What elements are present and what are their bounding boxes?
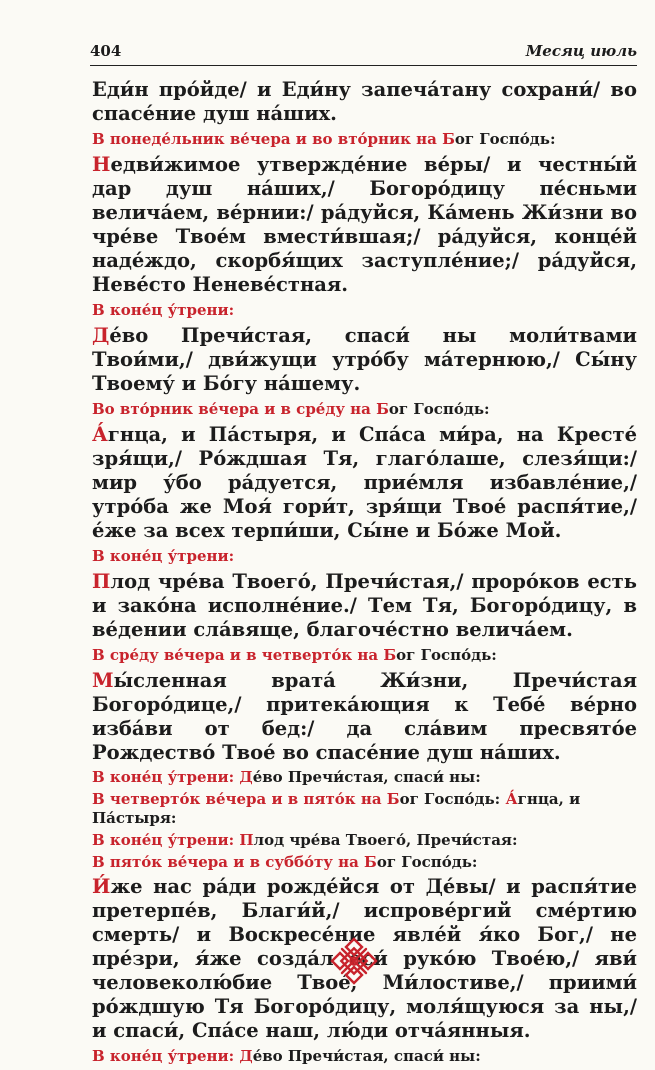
- rubric: В понеде́льник ве́чера и во вто́рник на Бог Госпо́дь:: [92, 130, 556, 148]
- rubric-small: В пято́к ве́чера и в суббо́ту на Бог Госпо́дь:: [92, 853, 478, 871]
- celtic-knot-ornament-icon: [328, 935, 380, 987]
- initial-letter: Н: [92, 153, 111, 176]
- page-body: [92, 78, 637, 1070]
- text-paragraph: А́гнца, и Па́стыря, и Спа́са ми́ра, на Кресте́ зря́щи,/ Ро́ждшая Тя, глаго́лаше, слезя́щи:/ мир у́бо ра́дуется, прие́мля избавле́ние,/ утро́ба же Моя́ гори́т, зря́щи Твое́ распя́тие,/ е́же за всех терпи́ши, Сы́не и Бо́же Мой.: [92, 423, 637, 542]
- rubric: Во вто́рник ве́чера и в сре́ду на Бог Госпо́дь:: [92, 400, 490, 418]
- page-header: [90, 38, 637, 68]
- initial-letter: А́: [92, 423, 108, 446]
- initial-letter: И́: [92, 875, 111, 898]
- text-paragraph: Недви́жимое утвержде́ние ве́ры/ и честны́й дар душ на́ших,/ Богоро́дицу пе́сньми велича́ем, ве́рнии:/ ра́дуйся, Ка́мень Жи́зни во чре́ве Твое́м вмести́вшая;/ ра́дуйся, конце́й наде́ждо, скорбя́щих заступле́ние;/ ра́дуйся, Неве́сто Неневе́стная.: [92, 153, 637, 296]
- rubric: В сре́ду ве́чера и в четверто́к на Бог Госпо́дь:: [92, 646, 497, 664]
- page-number: 404: [90, 42, 122, 60]
- running-title: Месяц июль: [525, 42, 637, 60]
- rubric: В коне́ц у́трени:: [92, 301, 235, 319]
- rubric: В коне́ц у́трени: Де́во Пречи́стая, спаси́ ны:: [92, 1047, 481, 1065]
- rubric-small: В коне́ц у́трени: Де́во Пречи́стая, спаси́ ны:: [92, 768, 481, 786]
- text-paragraph: И́же нас ра́ди рожде́йся от Де́вы/ и распя́тие претерпе́в, Благи́й,/ испрове́ргий сме́ртию смерть/ и Воскресе́ние явле́й я́ко Бог,/ не пре́зри, я́же созда́л еси́ руко́ю Твое́ю,/ яви́ человеколю́бие Твое́, Ми́лостиве,/ приими́ ро́ждшую Тя Богоро́дицу, моля́щуюся за ны,/ и спаси́, Спа́се наш, лю́ди отча́янныя.: [92, 875, 637, 1042]
- text-paragraph: Мы́сленная врата́ Жи́зни, Пречи́стая Богоро́дице,/ притека́ющия к Тебе́ ве́рно изба́ви от бед:/ да сла́вим пресвято́е Рождество́ Твое́ во спасе́ние душ на́ших.: [92, 669, 637, 764]
- rubric-small: В четверто́к ве́чера и в пято́к на Бог Госпо́дь: А́гнца, и Па́стыря:: [92, 790, 581, 827]
- header-rule: [90, 65, 637, 66]
- initial-letter: П: [92, 570, 111, 593]
- initial-letter: Д: [92, 324, 110, 347]
- text-paragraph: Плод чре́ва Твоего́, Пречи́стая,/ проро́ков есть и зако́на исполне́ние./ Тем Тя, Богоро́дицу, в ве́дении сла́вяще, благоче́стно велича́ем.: [92, 570, 637, 641]
- rubric-small: В коне́ц у́трени: Плод чре́ва Твоего́, Пречи́стая:: [92, 831, 518, 849]
- initial-letter: М: [92, 669, 114, 692]
- rubric: В коне́ц у́трени:: [92, 547, 235, 565]
- text-paragraph: Еди́н про́йде/ и Еди́ну запеча́тану сохрани́/ во спасе́ние душ на́ших.: [92, 78, 637, 125]
- text-paragraph: Де́во Пречи́стая, спаси́ ны моли́твами Твои́ми,/ дви́жущи утро́бу ма́тернюю,/ Сы́ну Твоему́ и Бо́гу на́шему.: [92, 324, 637, 395]
